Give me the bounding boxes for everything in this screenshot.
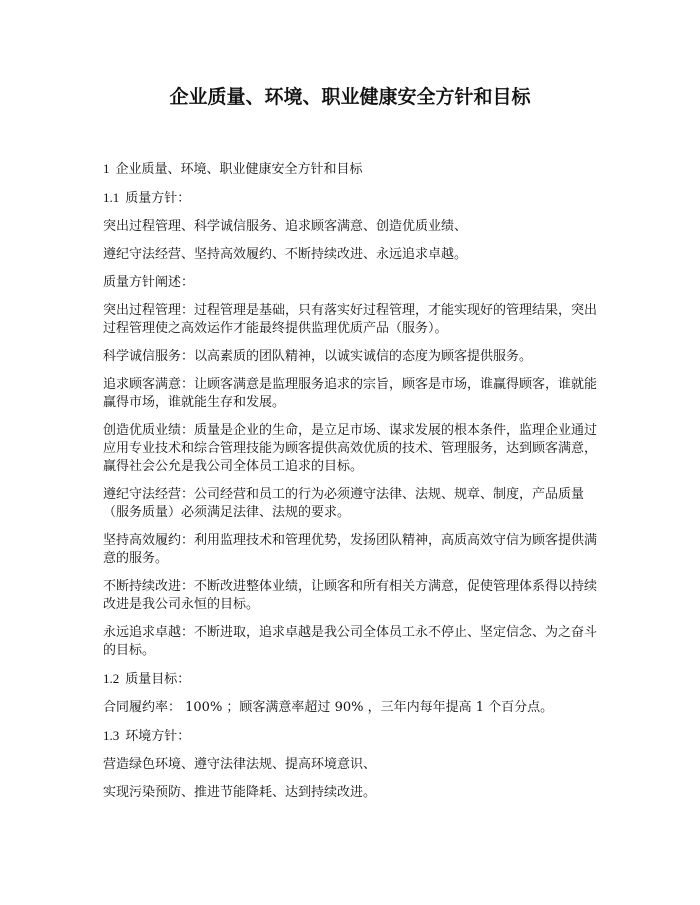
section-number: 1.1	[103, 190, 120, 205]
heading-text: 质量目标：	[125, 672, 191, 687]
paragraph: 坚持高效履约：利用监理技术和管理优势，发扬团队精神，高质高效守信为顾客提供满意的服务。	[103, 533, 598, 566]
heading-1-3	[103, 727, 603, 746]
paragraph: 质量方针阐述：	[103, 275, 195, 290]
heading-1-1	[103, 189, 603, 208]
heading-text: 质量方针：	[125, 191, 191, 206]
section-number: 1	[103, 161, 110, 176]
heading-text: 企业质量、环境、职业健康安全方针和目标	[115, 162, 363, 177]
paragraph: 突出过程管理：过程管理是基础，只有落实好过程管理，才能实现好的管理结果，突出过程管理使之高效运作才能最终提供监理优质产品（服务）。	[103, 303, 598, 336]
document-body	[103, 160, 603, 812]
heading-text: 环境方针：	[125, 729, 191, 744]
section-number: 1.2	[103, 671, 120, 686]
paragraph: 遵纪守法经营：公司经营和员工的行为必须遵守法律、法规、规章、制度，产品质量（服务质量）必须满足法律、法规的要求。	[103, 487, 585, 520]
paragraph: 营造绿色环境、遵守法律法规、提高环境意识、	[103, 757, 377, 772]
paragraph: 追求顾客满意：让顾客满意是监理服务追求的宗旨，顾客是市场，谁赢得顾客，谁就能赢得市场，谁就能生存和发展。	[103, 377, 598, 410]
paragraph: 科学诚信服务：以高素质的团队精神，以诚实诚信的态度为顾客提供服务。	[103, 349, 533, 364]
paragraph: 实现污染预防、推进节能降耗、达到持续改进。	[103, 785, 377, 800]
paragraph: 合同履约率： 100% ；顾客满意率超过 90% ，三年内每年提高 1 个百分点。	[103, 700, 554, 715]
paragraph: 遵纪守法经营、坚持高效履约、不断持续改进、永远追求卓越。	[103, 247, 468, 262]
paragraph: 创造优质业绩：质量是企业的生命，是立足市场、谋求发展的根本条件，监理企业通过应用专业技术和综合管理技能为顾客提供高效优质的技术、管理服务，达到顾客满意，赢得社会公允是我公司全体员工追求的目标。	[103, 423, 598, 474]
heading-1	[103, 160, 603, 179]
document-title: 企业质量、环境、职业健康安全方针和目标	[169, 86, 531, 108]
paragraph: 永远追求卓越：不断进取，追求卓越是我公司全体员工永不停止、坚定信念、为之奋斗的目标。	[103, 625, 598, 658]
heading-1-2	[103, 670, 603, 689]
paragraph: 突出过程管理、科学诚信服务、追求顾客满意、创造优质业绩、	[103, 219, 468, 234]
paragraph: 不断持续改进：不断改进整体业绩，让顾客和所有相关方满意，促使管理体系得以持续改进是我公司永恒的目标。	[103, 579, 598, 612]
section-number: 1.3	[103, 728, 120, 743]
